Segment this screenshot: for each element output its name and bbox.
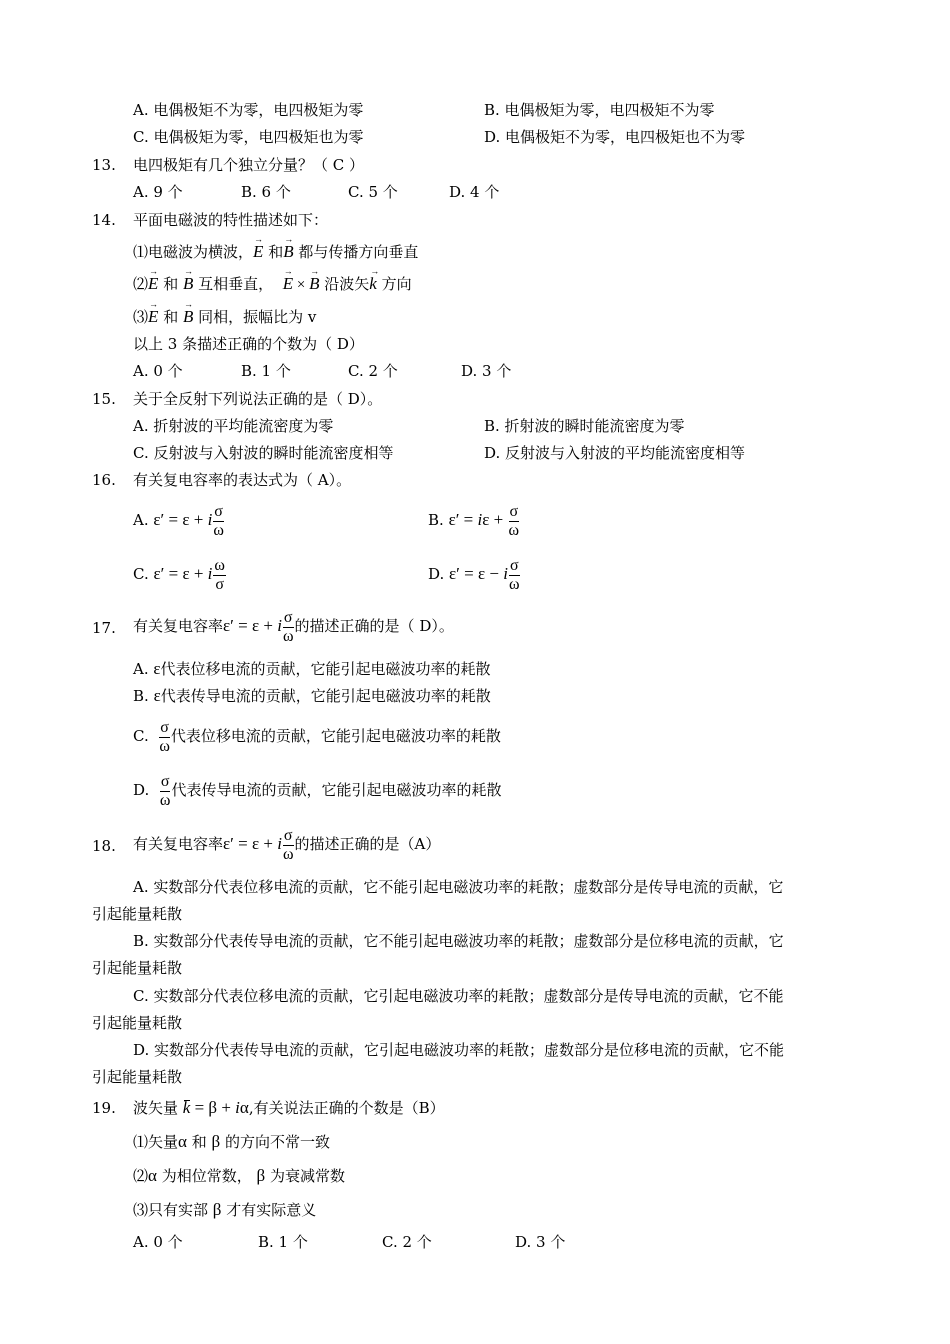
q19-text <box>133 1099 445 1117</box>
q15-option-d: D. 反射波与入射波的平均能流密度相等 <box>484 444 746 462</box>
q18-option-a-line1: A. 实数部分代表位移电流的贡献，它不能引起电磁波功率的耗散；虚数部分是传导电流的贡献，它 <box>133 878 784 896</box>
q18-pre: 有关复电容率 <box>133 835 224 853</box>
q14-option-c: C. 2 个 <box>348 362 398 380</box>
formula-c: ε′ = ε + i $\frac{\omega}{\sigma}$ <box>153 556 225 593</box>
formula-a: ε′ = ε + i $\frac{\sigma}{\omega}$ <box>153 502 224 539</box>
formula-d: ε′ = ε − i $\frac{\sigma}{\omega}$ <box>449 556 520 593</box>
q16-c-label: C. <box>133 565 149 583</box>
q16-option-d <box>428 554 521 594</box>
q15-text: 关于全反射下列说法正确的是（ D）。 <box>133 390 383 408</box>
q14-s3-pre: ⑶ <box>133 308 149 326</box>
q14-text: 平面电磁波的特性描述如下： <box>133 211 329 229</box>
q14-number: 14. <box>92 211 116 229</box>
q15-number: 15. <box>92 390 116 408</box>
q18-post: 的描述正确的是（A） <box>294 835 441 853</box>
vector-b: → B <box>183 275 193 293</box>
q19-s1-and: 和 <box>191 1133 207 1151</box>
q13-option-d: D. 4 个 <box>449 183 500 201</box>
q12-option-b: B. 电偶极矩为零，电四极矩不为零 <box>484 101 715 119</box>
formula-b: ε′ = iε + $\frac{\sigma}{\omega}$ <box>448 502 520 539</box>
q16-number: 16. <box>92 471 116 489</box>
q17-text <box>133 606 454 646</box>
fraction-sigma-omega: $\frac{\sigma}{\omega}$ <box>159 718 170 755</box>
q18-option-d-line2: 引起能量耗散 <box>92 1068 183 1086</box>
q15-option-c: C. 反射波与入射波的瞬时能流密度相等 <box>133 444 394 462</box>
q14-s3-and: 和 <box>163 308 179 326</box>
q17-b-label: B. <box>133 687 149 705</box>
q14-s2-end: 方向 <box>381 275 412 293</box>
q14-count: 以上 3 条描述正确的个数为（ D） <box>133 335 364 353</box>
symbol-epsilon: ε <box>153 659 161 678</box>
q16-text: 有关复电容率的表达式为（ A）。 <box>133 471 352 489</box>
q18-text <box>133 824 440 864</box>
q14-option-d: D. 3 个 <box>461 362 512 380</box>
formula-complex-permittivity: ε′ = ε + i $\frac{\sigma}{\omega}$ <box>223 608 294 645</box>
q19-number: 19. <box>92 1099 116 1117</box>
q16-option-b <box>428 500 520 540</box>
q14-s3-post: 同相，振幅比为 v <box>198 308 317 326</box>
q14-option-b: B. 1 个 <box>241 362 291 380</box>
q17-d-label: D. <box>133 781 150 799</box>
q13-option-c: C. 5 个 <box>348 183 398 201</box>
q14-s1-pre: ⑴电磁波为横波， <box>133 243 254 261</box>
q19-pre: 波矢量 <box>133 1099 179 1117</box>
vector-e: → E <box>148 308 158 326</box>
q17-option-c <box>133 716 501 756</box>
q15-option-a: A. 折射波的平均能流密度为零 <box>133 417 334 435</box>
q19-option-d: D. 3 个 <box>515 1233 566 1251</box>
q19-statement-3 <box>133 1201 316 1219</box>
vector-b: → B <box>283 243 293 261</box>
q14-s2-post: 沿波矢 <box>324 275 370 293</box>
q17-number: 17. <box>92 619 116 637</box>
q14-s2-mid: 互相垂直， <box>198 275 274 293</box>
symbol-epsilon: ε <box>153 686 161 705</box>
q14-statement-1 <box>133 243 418 261</box>
q19-s1-post: 的方向不常一致 <box>224 1133 330 1151</box>
q13-number: 13. <box>92 156 116 174</box>
q17-option-a <box>133 660 491 678</box>
q18-option-a-line2: 引起能量耗散 <box>92 905 183 923</box>
q17-option-b <box>133 687 491 705</box>
q19-statement-2 <box>133 1167 345 1185</box>
symbol-beta: β <box>256 1166 266 1185</box>
q17-option-d <box>133 770 501 810</box>
formula-wave-vector: k = β + iα <box>182 1098 249 1117</box>
symbol-alpha: α <box>178 1132 187 1151</box>
q14-s1-and: 和 <box>268 243 284 261</box>
q19-s3-pre: ⑶只有实部 <box>133 1201 209 1219</box>
q17-b-text: 代表传导电流的贡献，它能引起电磁波功率的耗散 <box>160 687 491 705</box>
q12-option-a: A. 电偶极矩不为零，电四极矩为零 <box>133 101 364 119</box>
q19-option-c: C. 2 个 <box>382 1233 432 1251</box>
q13-option-b: B. 6 个 <box>241 183 291 201</box>
q12-option-c: C. 电偶极矩为零，电四极矩也为零 <box>133 128 364 146</box>
q14-option-a: A. 0 个 <box>133 362 183 380</box>
symbol-beta: β <box>212 1200 222 1219</box>
symbol-beta: β <box>211 1132 221 1151</box>
vector-e: → E <box>148 275 158 293</box>
q17-d-text: 代表传导电流的贡献，它能引起电磁波功率的耗散 <box>171 781 502 799</box>
q19-s2-mid: 为相位常数， <box>161 1167 252 1185</box>
vector-e: → E <box>253 243 263 261</box>
q13-text: 电四极矩有几个独立分量？（ C ） <box>133 156 365 174</box>
vector-b: → B <box>183 308 193 326</box>
q17-c-text: 代表位移电流的贡献，它能引起电磁波功率的耗散 <box>170 727 501 745</box>
q18-option-b-line2: 引起能量耗散 <box>92 959 183 977</box>
vector-k: → k <box>369 275 377 293</box>
q14-statement-3 <box>133 308 316 326</box>
q18-option-b-line1: B. 实数部分代表传导电流的贡献，它不能引起电磁波功率的耗散；虚数部分是位移电流的贡献，它 <box>133 932 784 950</box>
q17-a-text: 代表位移电流的贡献，它能引起电磁波功率的耗散 <box>160 660 491 678</box>
q18-option-c-line1: C. 实数部分代表位移电流的贡献，它引起电磁波功率的耗散；虚数部分是传导电流的贡献，它不能 <box>133 987 784 1005</box>
q15-option-b: B. 折射波的瞬时能流密度为零 <box>484 417 685 435</box>
q19-option-b: B. 1 个 <box>258 1233 308 1251</box>
formula-complex-permittivity: ε′ = ε + i $\frac{\sigma}{\omega}$ <box>223 826 294 863</box>
q18-option-c-line2: 引起能量耗散 <box>92 1014 183 1032</box>
fraction-sigma-omega: $\frac{\sigma}{\omega}$ <box>159 772 171 809</box>
q16-a-label: A. <box>133 511 149 529</box>
q19-s3-post: 才有实际意义 <box>226 1201 317 1219</box>
q19-s2-post: 为衰减常数 <box>269 1167 345 1185</box>
q18-number: 18. <box>92 837 116 855</box>
q17-post: 的描述正确的是（ D）。 <box>294 617 454 635</box>
q16-option-a <box>133 500 225 540</box>
q16-b-label: B. <box>428 511 444 529</box>
q19-s2-pre: ⑵ <box>133 1167 149 1185</box>
q14-s1-post: 都与传播方向垂直 <box>298 243 419 261</box>
q19-statement-1 <box>133 1133 330 1151</box>
symbol-alpha: α <box>148 1166 157 1185</box>
vector-b: → B <box>309 275 319 293</box>
q14-statement-2: ⑵→ E 和 → B 互相垂直， → E × → B 沿波矢→ k 方向 <box>133 275 412 294</box>
q17-pre: 有关复电容率 <box>133 617 224 635</box>
q19-s1-pre: ⑴矢量 <box>133 1133 179 1151</box>
vector-e: → E <box>283 275 293 293</box>
q14-s2-and: 和 <box>163 275 179 293</box>
q18-option-d-line1: D. 实数部分代表传导电流的贡献，它引起电磁波功率的耗散；虚数部分是位移电流的贡献，它不能 <box>133 1041 785 1059</box>
q12-option-d: D. 电偶极矩不为零，电四极矩也不为零 <box>484 128 746 146</box>
q13-option-a: A. 9 个 <box>133 183 183 201</box>
q14-s2-pre: ⑵ <box>133 275 149 293</box>
q19-post: ,有关说法正确的个数是（B） <box>248 1099 445 1117</box>
q19-option-a: A. 0 个 <box>133 1233 183 1251</box>
q17-a-label: A. <box>133 660 149 678</box>
q17-c-label: C. <box>133 727 149 745</box>
q16-option-c <box>133 554 227 594</box>
q16-d-label: D. <box>428 565 445 583</box>
